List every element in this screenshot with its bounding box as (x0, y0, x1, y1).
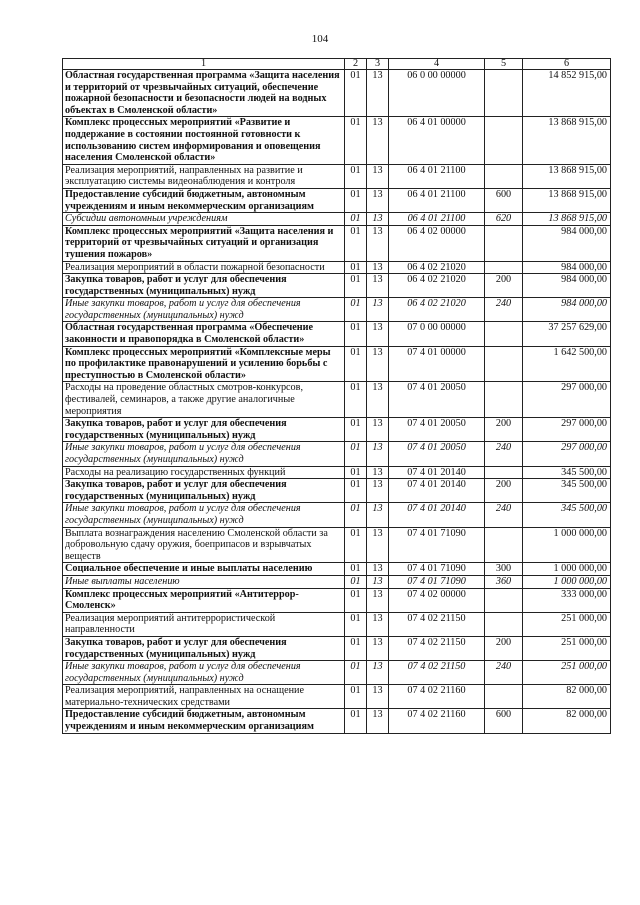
cell-target-article: 07 4 01 20050 (389, 382, 485, 418)
cell-expense-type (485, 225, 523, 261)
cell-amount: 984 000,00 (523, 261, 611, 274)
cell-subsection: 13 (367, 466, 389, 479)
cell-amount: 251 000,00 (523, 661, 611, 685)
cell-expense-type (485, 261, 523, 274)
table-row (63, 588, 611, 612)
cell-name: Расходы на реализацию государственных функций (63, 466, 345, 479)
cell-section: 01 (345, 685, 367, 709)
cell-expense-type: 240 (485, 661, 523, 685)
cell-name: Реализация мероприятий в области пожарной безопасности (63, 261, 345, 274)
table-row (63, 418, 611, 442)
cell-section: 01 (345, 261, 367, 274)
cell-amount: 13 868 915,00 (523, 164, 611, 188)
cell-target-article: 06 4 02 21020 (389, 298, 485, 322)
cell-section: 01 (345, 117, 367, 164)
cell-amount: 345 500,00 (523, 466, 611, 479)
cell-expense-type: 200 (485, 636, 523, 660)
cell-name: Комплекс процессных мероприятий «Антитеррор-Смоленск» (63, 588, 345, 612)
cell-expense-type: 240 (485, 503, 523, 527)
cell-target-article: 07 4 02 00000 (389, 588, 485, 612)
cell-subsection: 13 (367, 274, 389, 298)
cell-expense-type (485, 117, 523, 164)
cell-name: Комплекс процессных мероприятий «Защита населения и территорий от чрезвычайных ситуаций и организация тушения пожаров» (63, 225, 345, 261)
cell-target-article: 06 4 02 00000 (389, 225, 485, 261)
cell-section: 01 (345, 588, 367, 612)
cell-expense-type: 600 (485, 188, 523, 212)
cell-target-article: 07 0 00 00000 (389, 322, 485, 346)
table-row (63, 346, 611, 382)
cell-target-article: 06 4 01 21100 (389, 188, 485, 212)
cell-name: Иные закупки товаров, работ и услуг для обеспечения государственных (муниципальных) нужд (63, 442, 345, 466)
cell-name: Социальное обеспечение и иные выплаты населению (63, 563, 345, 576)
cell-expense-type (485, 527, 523, 563)
cell-target-article: 07 4 02 21160 (389, 685, 485, 709)
cell-amount: 13 868 915,00 (523, 213, 611, 226)
cell-name: Областная государственная программа «Обеспечение законности и правопорядка в Смоленской области» (63, 322, 345, 346)
table-row (63, 225, 611, 261)
cell-expense-type: 360 (485, 575, 523, 588)
cell-amount: 333 000,00 (523, 588, 611, 612)
table-row (63, 117, 611, 164)
cell-amount: 13 868 915,00 (523, 117, 611, 164)
cell-amount: 82 000,00 (523, 709, 611, 733)
header-col-2: 2 (345, 59, 367, 70)
cell-section: 01 (345, 418, 367, 442)
cell-expense-type: 300 (485, 563, 523, 576)
cell-amount: 984 000,00 (523, 225, 611, 261)
header-col-4: 4 (389, 59, 485, 70)
cell-section: 01 (345, 274, 367, 298)
table-row (63, 322, 611, 346)
cell-target-article: 06 4 02 21020 (389, 274, 485, 298)
cell-subsection: 13 (367, 575, 389, 588)
cell-amount: 345 500,00 (523, 503, 611, 527)
cell-amount: 1 000 000,00 (523, 563, 611, 576)
cell-subsection: 13 (367, 322, 389, 346)
cell-amount: 251 000,00 (523, 612, 611, 636)
cell-subsection: 13 (367, 418, 389, 442)
table-row (63, 261, 611, 274)
cell-expense-type: 240 (485, 442, 523, 466)
cell-amount: 82 000,00 (523, 685, 611, 709)
cell-section: 01 (345, 225, 367, 261)
cell-section: 01 (345, 527, 367, 563)
cell-section: 01 (345, 188, 367, 212)
cell-section: 01 (345, 575, 367, 588)
cell-subsection: 13 (367, 588, 389, 612)
cell-subsection: 13 (367, 442, 389, 466)
cell-expense-type (485, 588, 523, 612)
cell-subsection: 13 (367, 636, 389, 660)
cell-expense-type: 200 (485, 479, 523, 503)
cell-amount: 1 000 000,00 (523, 575, 611, 588)
cell-expense-type (485, 382, 523, 418)
table-body (63, 70, 611, 734)
cell-section: 01 (345, 298, 367, 322)
cell-subsection: 13 (367, 382, 389, 418)
cell-target-article: 06 4 01 21100 (389, 164, 485, 188)
cell-amount: 345 500,00 (523, 479, 611, 503)
cell-subsection: 13 (367, 479, 389, 503)
cell-section: 01 (345, 382, 367, 418)
header-col-6: 6 (523, 59, 611, 70)
table-row (63, 298, 611, 322)
header-col-5: 5 (485, 59, 523, 70)
cell-subsection: 13 (367, 261, 389, 274)
cell-amount: 297 000,00 (523, 418, 611, 442)
cell-target-article: 07 4 02 21150 (389, 661, 485, 685)
cell-subsection: 13 (367, 527, 389, 563)
table-row (63, 442, 611, 466)
cell-section: 01 (345, 503, 367, 527)
cell-expense-type (485, 466, 523, 479)
table-row (63, 466, 611, 479)
cell-amount: 984 000,00 (523, 298, 611, 322)
cell-subsection: 13 (367, 188, 389, 212)
cell-subsection: 13 (367, 709, 389, 733)
cell-amount: 1 642 500,00 (523, 346, 611, 382)
cell-target-article: 07 4 01 20140 (389, 479, 485, 503)
cell-name: Расходы на проведение областных смотров-конкурсов, фестивалей, семинаров, а также другие аналогичные мероприятия (63, 382, 345, 418)
cell-expense-type (485, 70, 523, 117)
cell-name: Закупка товаров, работ и услуг для обеспечения государственных (муниципальных) нужд (63, 479, 345, 503)
cell-expense-type (485, 164, 523, 188)
budget-table (62, 58, 611, 734)
cell-expense-type: 620 (485, 213, 523, 226)
cell-target-article: 07 4 01 20050 (389, 442, 485, 466)
cell-name: Выплата вознаграждения населению Смоленской области за добровольную сдачу оружия, боеприпасов и взрывчатых веществ (63, 527, 345, 563)
page-number: 104 (311, 33, 329, 45)
table-row (63, 709, 611, 733)
table-row (63, 636, 611, 660)
cell-section: 01 (345, 661, 367, 685)
cell-name: Иные закупки товаров, работ и услуг для обеспечения государственных (муниципальных) нужд (63, 298, 345, 322)
cell-amount: 14 852 915,00 (523, 70, 611, 117)
cell-section: 01 (345, 164, 367, 188)
cell-expense-type: 200 (485, 418, 523, 442)
table-row (63, 479, 611, 503)
cell-amount: 297 000,00 (523, 442, 611, 466)
cell-expense-type: 600 (485, 709, 523, 733)
table-row (63, 685, 611, 709)
cell-target-article: 07 4 01 20050 (389, 418, 485, 442)
cell-section: 01 (345, 709, 367, 733)
table-row (63, 661, 611, 685)
cell-expense-type (485, 346, 523, 382)
cell-subsection: 13 (367, 117, 389, 164)
cell-name: Областная государственная программа «Защита населения и территорий от чрезвычайных ситуаций, обеспечение пожарной безопасности и безопасности людей на водных объектах в Смоленской области» (63, 70, 345, 117)
cell-section: 01 (345, 563, 367, 576)
cell-expense-type (485, 322, 523, 346)
cell-subsection: 13 (367, 213, 389, 226)
cell-name: Закупка товаров, работ и услуг для обеспечения государственных (муниципальных) нужд (63, 418, 345, 442)
table-row (63, 612, 611, 636)
cell-name: Иные выплаты населению (63, 575, 345, 588)
cell-expense-type: 200 (485, 274, 523, 298)
cell-amount: 1 000 000,00 (523, 527, 611, 563)
cell-subsection: 13 (367, 503, 389, 527)
cell-subsection: 13 (367, 225, 389, 261)
table-row (63, 563, 611, 576)
cell-subsection: 13 (367, 685, 389, 709)
cell-subsection: 13 (367, 563, 389, 576)
cell-name: Предоставление субсидий бюджетным, автономным учреждениям и иным некоммерческим организациям (63, 188, 345, 212)
cell-target-article: 06 4 02 21020 (389, 261, 485, 274)
cell-subsection: 13 (367, 298, 389, 322)
table-row (63, 70, 611, 117)
cell-section: 01 (345, 612, 367, 636)
cell-name: Предоставление субсидий бюджетным, автономным учреждениям и иным некоммерческим организациям (63, 709, 345, 733)
cell-section: 01 (345, 213, 367, 226)
cell-expense-type: 240 (485, 298, 523, 322)
cell-name: Закупка товаров, работ и услуг для обеспечения государственных (муниципальных) нужд (63, 274, 345, 298)
table-row (63, 164, 611, 188)
cell-target-article: 06 0 00 00000 (389, 70, 485, 117)
cell-name: Иные закупки товаров, работ и услуг для обеспечения государственных (муниципальных) нужд (63, 503, 345, 527)
table-row (63, 575, 611, 588)
cell-amount: 37 257 629,00 (523, 322, 611, 346)
cell-name: Субсидии автономным учреждениям (63, 213, 345, 226)
cell-expense-type (485, 612, 523, 636)
table-row (63, 527, 611, 563)
table-row (63, 213, 611, 226)
cell-subsection: 13 (367, 70, 389, 117)
table-row (63, 503, 611, 527)
cell-name: Реализация мероприятий антитеррористической направленности (63, 612, 345, 636)
cell-amount: 297 000,00 (523, 382, 611, 418)
cell-section: 01 (345, 479, 367, 503)
cell-target-article: 07 4 02 21160 (389, 709, 485, 733)
cell-target-article: 07 4 01 00000 (389, 346, 485, 382)
cell-target-article: 07 4 01 20140 (389, 466, 485, 479)
cell-amount: 13 868 915,00 (523, 188, 611, 212)
cell-name: Реализация мероприятий, направленных на развитие и эксплуатацию системы видеонаблюдения и контроля (63, 164, 345, 188)
cell-name: Реализация мероприятий, направленных на оснащение материально-технических средствами (63, 685, 345, 709)
cell-section: 01 (345, 322, 367, 346)
cell-section: 01 (345, 466, 367, 479)
cell-target-article: 07 4 02 21150 (389, 612, 485, 636)
table-row (63, 274, 611, 298)
header-row (63, 59, 611, 70)
cell-target-article: 07 4 01 71090 (389, 563, 485, 576)
cell-subsection: 13 (367, 612, 389, 636)
cell-target-article: 07 4 01 71090 (389, 527, 485, 563)
cell-subsection: 13 (367, 164, 389, 188)
cell-target-article: 06 4 01 00000 (389, 117, 485, 164)
cell-target-article: 06 4 01 21100 (389, 213, 485, 226)
table-row (63, 188, 611, 212)
header-col-3: 3 (367, 59, 389, 70)
cell-name: Иные закупки товаров, работ и услуг для обеспечения государственных (муниципальных) нужд (63, 661, 345, 685)
cell-name: Комплекс процессных мероприятий «Комплексные меры по профилактике правонарушений и усилению борьбы с преступностью в Смоленской области» (63, 346, 345, 382)
cell-target-article: 07 4 01 20140 (389, 503, 485, 527)
cell-amount: 984 000,00 (523, 274, 611, 298)
cell-name: Комплекс процессных мероприятий «Развитие и поддержание в состоянии постоянной готовности к использованию систем информирования и оповещения населения Смоленской области» (63, 117, 345, 164)
cell-subsection: 13 (367, 346, 389, 382)
cell-section: 01 (345, 70, 367, 117)
cell-section: 01 (345, 442, 367, 466)
cell-subsection: 13 (367, 661, 389, 685)
cell-expense-type (485, 685, 523, 709)
header-col-1: 1 (63, 59, 345, 70)
cell-target-article: 07 4 02 21150 (389, 636, 485, 660)
cell-amount: 251 000,00 (523, 636, 611, 660)
cell-target-article: 07 4 01 71090 (389, 575, 485, 588)
cell-name: Закупка товаров, работ и услуг для обеспечения государственных (муниципальных) нужд (63, 636, 345, 660)
cell-section: 01 (345, 346, 367, 382)
table-row (63, 382, 611, 418)
cell-section: 01 (345, 636, 367, 660)
